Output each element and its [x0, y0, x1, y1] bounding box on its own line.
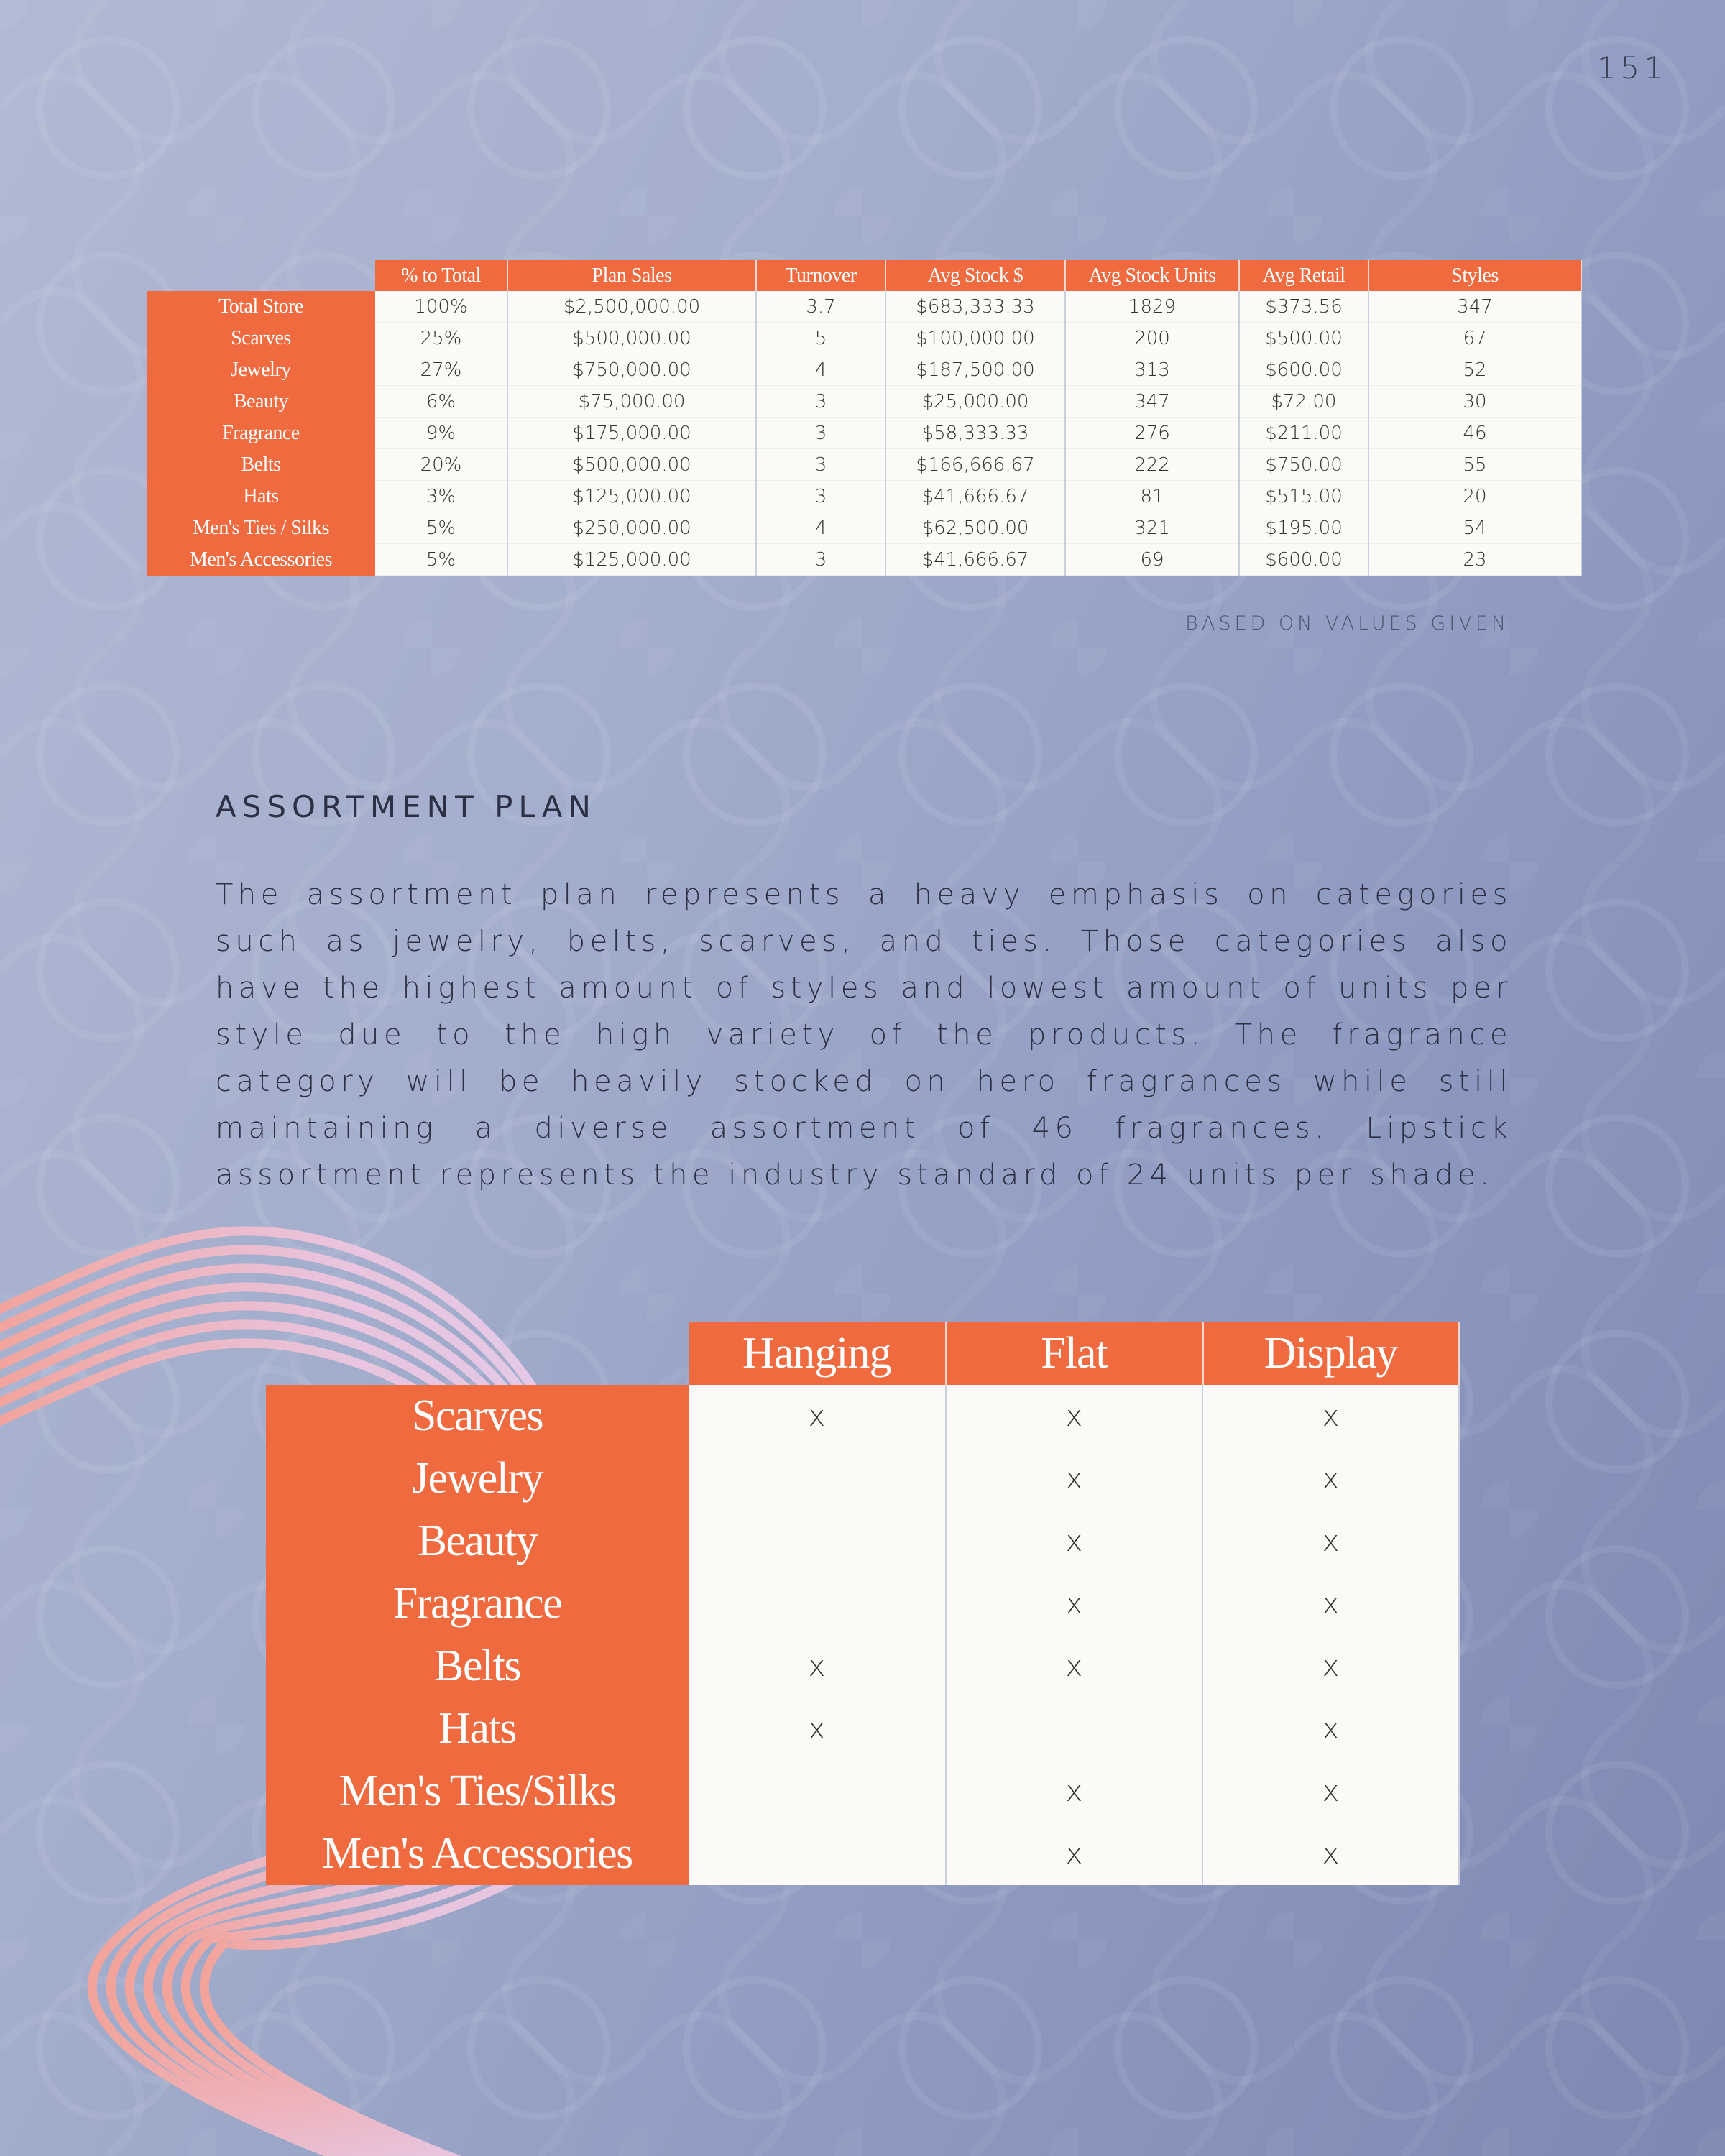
metrics-cell: $250,000.00 [507, 512, 756, 544]
display-row [266, 1510, 1459, 1572]
metrics-cell: 67 [1368, 323, 1581, 354]
metrics-cell: 347 [1065, 386, 1239, 418]
display-row [266, 1447, 1459, 1510]
metrics-row [147, 386, 1581, 418]
metrics-cell: $41,666.67 [886, 544, 1065, 576]
metrics-cell: $125,000.00 [507, 544, 756, 576]
metrics-corner [147, 260, 375, 291]
display-mark-cell: x [946, 1635, 1202, 1697]
metrics-cell: 54 [1368, 512, 1581, 544]
metrics-cell: 3 [756, 481, 886, 512]
metrics-table [147, 260, 1582, 576]
metrics-cell: 3 [756, 449, 886, 481]
metrics-cell: $373.56 [1239, 291, 1368, 323]
metrics-cell: 313 [1065, 354, 1239, 386]
metrics-cell: 347 [1368, 291, 1581, 323]
display-mark-cell: x [689, 1635, 946, 1697]
metrics-row [147, 544, 1581, 576]
display-mark-cell: x [1202, 1447, 1459, 1510]
display-mark-cell: x [1202, 1823, 1459, 1885]
display-row-label: Men's Accessories [266, 1823, 689, 1885]
metrics-cell: 1829 [1065, 291, 1239, 323]
display-row [266, 1823, 1459, 1885]
display-mark-cell: x [689, 1697, 946, 1760]
metrics-row-label: Hats [147, 481, 375, 512]
metrics-row-label: Scarves [147, 323, 375, 354]
display-row-label: Beauty [266, 1510, 689, 1572]
display-corner [266, 1322, 689, 1385]
display-mark-cell: x [1202, 1760, 1459, 1823]
assortment-paragraph: The assortment plan represents a heavy emphasis on categories such as jewelry, belts, scarves, and ties. Those categories also have the highest amount of styles and lowest amount of units per style due to the high variety of the products. The fragrance category will be heavily stocked on hero fragrances while still maintaining a diverse assortment of 46 fragrances. Lipstick assortment represents the industry standard of 24 units per shade. [216, 878, 1512, 1192]
display-row-label: Jewelry [266, 1447, 689, 1510]
metrics-cell: $41,666.67 [886, 481, 1065, 512]
metrics-row [147, 291, 1581, 323]
metrics-cell: $600.00 [1239, 544, 1368, 576]
table-caption: BASED ON VALUES GIVEN [1185, 612, 1509, 635]
metrics-cell: 30 [1368, 386, 1581, 418]
metrics-row-label: Beauty [147, 386, 375, 418]
display-mark-cell: x [1202, 1572, 1459, 1635]
display-mark-cell [946, 1697, 1202, 1760]
metrics-cell: $500,000.00 [507, 449, 756, 481]
metrics-cell: 321 [1065, 512, 1239, 544]
metrics-cell: $515.00 [1239, 481, 1368, 512]
metrics-cell: $175,000.00 [507, 418, 756, 449]
metrics-col-header: Turnover [756, 260, 886, 291]
metrics-cell: 3% [375, 481, 507, 512]
display-mark-cell: x [1202, 1697, 1459, 1760]
metrics-cell: 27% [375, 354, 507, 386]
metrics-cell: $100,000.00 [886, 323, 1065, 354]
metrics-cell: 5% [375, 544, 507, 576]
display-mark-cell [689, 1760, 946, 1823]
metrics-cell: $195.00 [1239, 512, 1368, 544]
metrics-row-label: Men's Ties / Silks [147, 512, 375, 544]
display-mark-cell: x [1202, 1510, 1459, 1572]
metrics-cell: 55 [1368, 449, 1581, 481]
metrics-cell: 6% [375, 386, 507, 418]
metrics-row [147, 354, 1581, 386]
metrics-col-header: Avg Stock Units [1065, 260, 1239, 291]
metrics-cell: 100% [375, 291, 507, 323]
metrics-cell: 25% [375, 323, 507, 354]
section-title: ASSORTMENT PLAN [216, 789, 597, 824]
display-row [266, 1635, 1459, 1697]
metrics-cell: 20 [1368, 481, 1581, 512]
display-mark-cell [689, 1823, 946, 1885]
metrics-cell: 276 [1065, 418, 1239, 449]
metrics-cell: $750,000.00 [507, 354, 756, 386]
metrics-cell: 3.7 [756, 291, 886, 323]
metrics-cell: $683,333.33 [886, 291, 1065, 323]
display-header-row [266, 1322, 1459, 1385]
display-row-label: Scarves [266, 1385, 689, 1447]
metrics-row-label: Total Store [147, 291, 375, 323]
display-mark-cell: x [946, 1572, 1202, 1635]
metrics-cell: 5% [375, 512, 507, 544]
display-col-header: Display [1202, 1322, 1459, 1385]
metrics-col-header: Plan Sales [507, 260, 756, 291]
metrics-cell: $125,000.00 [507, 481, 756, 512]
display-mark-cell: x [689, 1385, 946, 1447]
metrics-row [147, 323, 1581, 354]
metrics-row-label: Fragrance [147, 418, 375, 449]
metrics-cell: $500,000.00 [507, 323, 756, 354]
metrics-cell: 4 [756, 354, 886, 386]
display-col-header: Hanging [689, 1322, 946, 1385]
metrics-cell: 4 [756, 512, 886, 544]
metrics-row-label: Jewelry [147, 354, 375, 386]
metrics-cell: 222 [1065, 449, 1239, 481]
metrics-cell: $500.00 [1239, 323, 1368, 354]
page-number: 151 [1596, 50, 1668, 86]
metrics-cell: $2,500,000.00 [507, 291, 756, 323]
metrics-cell: $600.00 [1239, 354, 1368, 386]
metrics-cell: $750.00 [1239, 449, 1368, 481]
metrics-cell: 81 [1065, 481, 1239, 512]
display-mark-cell: x [946, 1760, 1202, 1823]
display-mark-cell [689, 1572, 946, 1635]
metrics-row-label: Belts [147, 449, 375, 481]
metrics-cell: 69 [1065, 544, 1239, 576]
metrics-cell: $58,333.33 [886, 418, 1065, 449]
metrics-cell: $75,000.00 [507, 386, 756, 418]
metrics-row-label: Men's Accessories [147, 544, 375, 576]
metrics-row [147, 512, 1581, 544]
display-row-label: Men's Ties/Silks [266, 1760, 689, 1823]
display-row-label: Fragrance [266, 1572, 689, 1635]
metrics-cell: 5 [756, 323, 886, 354]
metrics-cell: 9% [375, 418, 507, 449]
metrics-cell: $166,666.67 [886, 449, 1065, 481]
display-mark-cell [689, 1447, 946, 1510]
display-table [266, 1322, 1460, 1885]
metrics-row [147, 449, 1581, 481]
metrics-col-header: Styles [1368, 260, 1581, 291]
display-row-label: Belts [266, 1635, 689, 1697]
metrics-col-header: Avg Retail [1239, 260, 1368, 291]
display-row [266, 1697, 1459, 1760]
display-mark-cell: x [946, 1510, 1202, 1572]
metrics-col-header: % to Total [375, 260, 507, 291]
display-row-label: Hats [266, 1697, 689, 1760]
display-row [266, 1760, 1459, 1823]
metrics-row [147, 418, 1581, 449]
metrics-cell: 3 [756, 544, 886, 576]
metrics-cell: 23 [1368, 544, 1581, 576]
metrics-cell: $211.00 [1239, 418, 1368, 449]
metrics-cell: $62,500.00 [886, 512, 1065, 544]
display-mark-cell [689, 1510, 946, 1572]
metrics-col-header: Avg Stock $ [886, 260, 1065, 291]
metrics-row [147, 481, 1581, 512]
metrics-cell: $187,500.00 [886, 354, 1065, 386]
display-mark-cell: x [946, 1385, 1202, 1447]
metrics-cell: 3 [756, 386, 886, 418]
metrics-cell: $25,000.00 [886, 386, 1065, 418]
display-mark-cell: x [1202, 1635, 1459, 1697]
metrics-cell: 46 [1368, 418, 1581, 449]
metrics-cell: 20% [375, 449, 507, 481]
metrics-cell: 52 [1368, 354, 1581, 386]
metrics-header-row [147, 260, 1581, 291]
display-mark-cell: x [1202, 1385, 1459, 1447]
metrics-cell: $72.00 [1239, 386, 1368, 418]
display-row [266, 1572, 1459, 1635]
display-row [266, 1385, 1459, 1447]
display-col-header: Flat [946, 1322, 1202, 1385]
metrics-cell: 3 [756, 418, 886, 449]
display-mark-cell: x [946, 1823, 1202, 1885]
metrics-cell: 200 [1065, 323, 1239, 354]
display-mark-cell: x [946, 1447, 1202, 1510]
